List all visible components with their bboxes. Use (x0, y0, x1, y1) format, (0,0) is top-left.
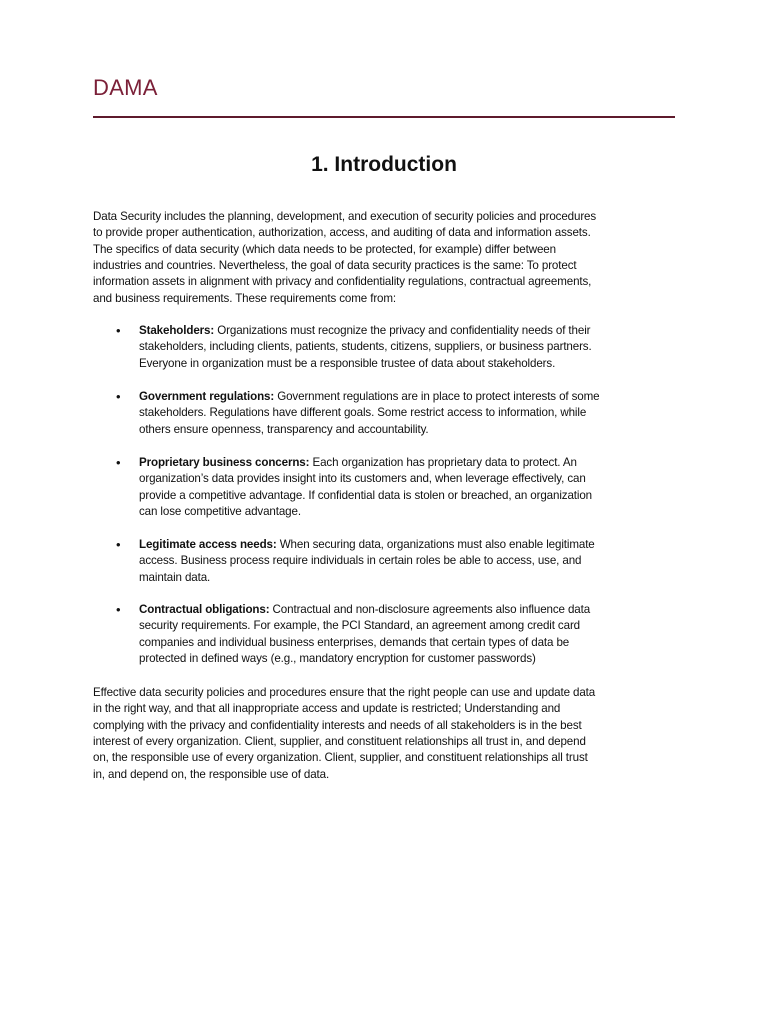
bullet-line (139, 323, 590, 339)
closing-paragraph-line: in, and depend on, the responsible use of data. (93, 767, 330, 781)
bullet-line (139, 455, 577, 471)
intro-paragraph-line: industries and countries. Nevertheless, the goal of data security practices is the same: To protect (93, 258, 577, 272)
closing-paragraph-line: Effective data security policies and procedures ensure that the right people can use and update data (93, 686, 596, 699)
bullet-text: When securing data, organizations must also enable legitimate (276, 538, 595, 551)
bullet-line: organization’s data provides insight into its customers and, when leverage effectively, can (139, 472, 586, 486)
bullet-line: maintain data. (139, 570, 211, 584)
intro-paragraph-line: and business requirements. These requirements come from: (93, 291, 397, 305)
bullet-line (139, 537, 595, 553)
bullet-term: Proprietary business concerns: (139, 456, 310, 469)
bullet-text: Contractual and non-disclosure agreements also influence data (269, 603, 591, 616)
intro-paragraph-line: to provide proper authentication, authorization, access, and auditing of data and information assets. (93, 226, 591, 240)
closing-paragraph-line: complying with the privacy and confidentiality interests and needs of all stakeholders is in the best (93, 718, 582, 732)
bullet-term: Government regulations: (139, 390, 275, 403)
bullet-line: protected in defined ways (e.g., mandatory encryption for customer passwords) (139, 651, 536, 665)
bullet-line: others ensure openness, transparency and accountability. (139, 422, 429, 436)
bullet-marker: • (116, 389, 121, 404)
intro-paragraph-line: Data Security includes the planning, development, and execution of security policies and procedures (93, 210, 597, 223)
bullet-line: access. Business process require individuals in certain roles be able to access, use, and (139, 554, 582, 568)
bullet-line: Everyone in organization must be a responsible trustee of data about stakeholders. (139, 356, 556, 370)
bullet-line (139, 389, 599, 405)
bullet-marker: • (116, 537, 121, 552)
intro-paragraph-line: information assets in alignment with privacy and confidentiality regulations, contractual agreements, (93, 275, 592, 289)
bullet-line: stakeholders, including clients, patients, students, citizens, suppliers, or business partners. (139, 340, 592, 354)
bullet-line: can lose competitive advantage. (139, 504, 301, 518)
page-title: 1. Introduction (311, 153, 457, 176)
bullet-line (139, 602, 590, 618)
bullet-marker: • (116, 602, 121, 617)
bullet-line: security requirements. For example, the PCI Standard, an agreement among credit card (139, 619, 581, 633)
bullet-line: companies and individual business enterprises, demands that certain types of data be (139, 635, 570, 649)
bullet-text: Organizations must recognize the privacy and confidentiality needs of their (214, 324, 591, 337)
bullet-term: Contractual obligations: (139, 603, 270, 616)
closing-paragraph-line: in the right way, and that all inappropriate access and update is restricted; Understanding and (93, 702, 561, 716)
bullet-line: stakeholders. Regulations have different goals. Some restrict access to information, while (139, 406, 587, 420)
header-rule (93, 116, 675, 118)
header-brand: DAMA (93, 75, 158, 100)
bullet-term: Legitimate access needs: (139, 538, 277, 551)
closing-paragraph-line: on, the responsible use of every organization. Client, supplier, and constituent relationships all trust (93, 751, 588, 765)
bullet-marker: • (116, 323, 121, 338)
bullet-line: provide a competitive advantage. If confidential data is stolen or breached, an organization (139, 488, 593, 502)
bullet-text: Each organization has proprietary data to protect. An (309, 456, 577, 469)
closing-paragraph-line: interest of every organization. Client, supplier, and constituent relationships all trust in, and depend (93, 734, 586, 748)
bullet-text: Government regulations are in place to protect interests of some (274, 390, 600, 403)
bullet-marker: • (116, 455, 121, 470)
bullet-term: Stakeholders: (139, 324, 215, 337)
intro-paragraph-line: The specifics of data security (which data needs to be protected, for example) differ between (93, 242, 556, 256)
